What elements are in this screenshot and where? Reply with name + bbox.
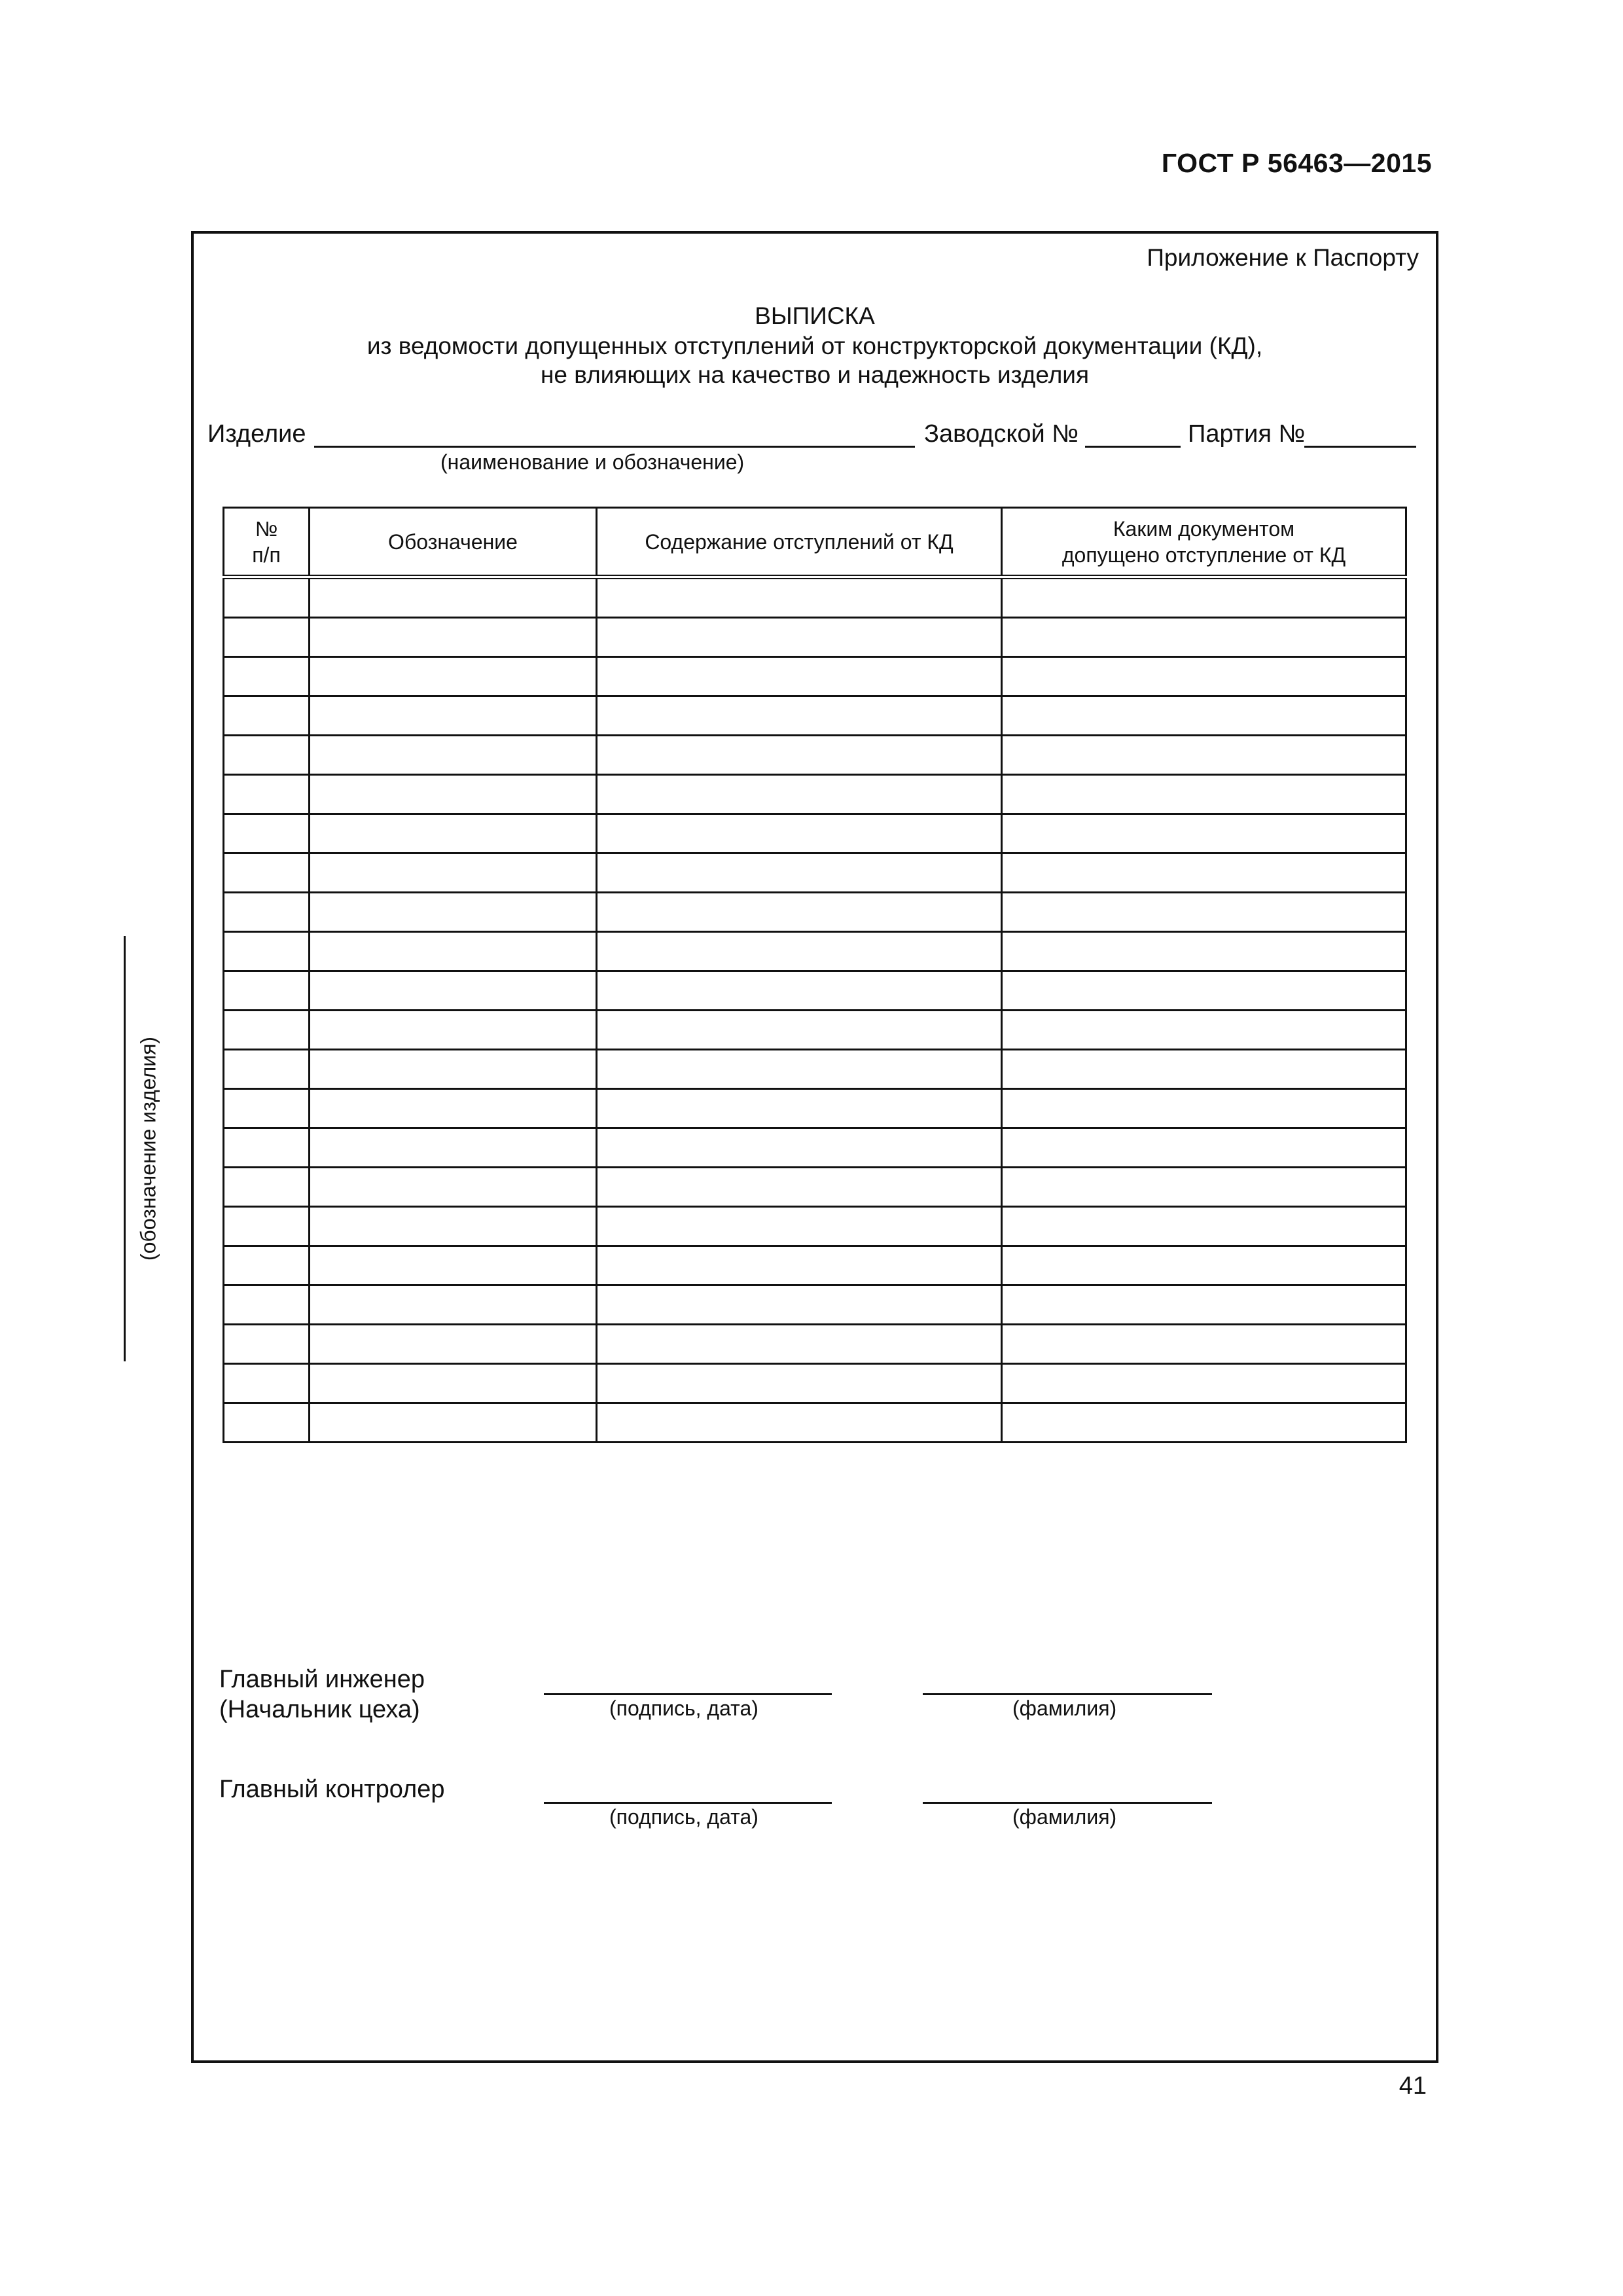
cell-number[interactable] [224,775,310,814]
cell-number[interactable] [224,657,310,696]
table-header-row [224,508,1406,577]
cell-designation[interactable] [310,971,597,1011]
cell-designation[interactable] [310,1364,597,1403]
table-row [224,1207,1406,1246]
cell-number[interactable] [224,971,310,1011]
table-row [224,1168,1406,1207]
column-header-number-line1: № [255,516,278,541]
batch-label: Партия № [1188,420,1306,448]
table-row [224,1246,1406,1285]
table-row [224,893,1406,932]
cell-designation[interactable] [310,853,597,893]
cell-content[interactable] [597,577,1002,618]
cell-number[interactable] [224,1285,310,1325]
table-body [224,577,1406,1443]
form-title: ВЫПИСКА [755,302,875,329]
cell-content[interactable] [597,1089,1002,1128]
serial-field-line[interactable] [1085,446,1181,448]
cell-document[interactable] [1002,1089,1406,1128]
table-row [224,577,1406,618]
product-label: Изделие [207,420,306,448]
product-field-line[interactable] [314,446,915,448]
cell-content[interactable] [597,618,1002,657]
cell-content[interactable] [597,1285,1002,1325]
cell-number[interactable] [224,1168,310,1207]
cell-content[interactable] [597,657,1002,696]
table-row [224,853,1406,893]
cell-number[interactable] [224,1207,310,1246]
cell-number[interactable] [224,1364,310,1403]
cell-designation[interactable] [310,1246,597,1285]
cell-number[interactable] [224,932,310,971]
side-field-line[interactable] [124,936,126,1361]
table-row [224,1011,1406,1050]
cell-designation[interactable] [310,1207,597,1246]
cell-designation[interactable] [310,696,597,736]
table-row [224,1325,1406,1364]
cell-document[interactable] [1002,1050,1406,1089]
cell-designation[interactable] [310,775,597,814]
cell-content[interactable] [597,1364,1002,1403]
chief-controller-surname-caption: (фамилия) [1012,1805,1117,1829]
cell-designation[interactable] [310,1089,597,1128]
cell-designation[interactable] [310,1128,597,1168]
cell-designation[interactable] [310,1168,597,1207]
cell-content[interactable] [597,1128,1002,1168]
cell-document[interactable] [1002,1285,1406,1325]
cell-designation[interactable] [310,1285,597,1325]
table-row [224,775,1406,814]
chief-controller-signature-line[interactable] [544,1802,832,1804]
form-subtitle-line2: не влияющих на качество и надежность изделия [540,361,1089,388]
cell-document[interactable] [1002,577,1406,618]
cell-content[interactable] [597,971,1002,1011]
cell-content[interactable] [597,1168,1002,1207]
chief-engineer-signature-caption: (подпись, дата) [609,1696,758,1720]
cell-document[interactable] [1002,657,1406,696]
cell-number[interactable] [224,1128,310,1168]
cell-document[interactable] [1002,736,1406,775]
cell-number[interactable] [224,577,310,618]
cell-content[interactable] [597,1246,1002,1285]
cell-number[interactable] [224,1050,310,1089]
column-header-document [1002,508,1406,577]
product-caption: (наименование и обозначение) [440,450,745,474]
table-row [224,696,1406,736]
cell-designation[interactable] [310,893,597,932]
cell-content[interactable] [597,893,1002,932]
cell-designation[interactable] [310,1325,597,1364]
table-row [224,618,1406,657]
cell-designation[interactable] [310,932,597,971]
cell-document[interactable] [1002,1364,1406,1403]
cell-document[interactable] [1002,696,1406,736]
cell-document[interactable] [1002,1325,1406,1364]
cell-designation[interactable] [310,577,597,618]
cell-content[interactable] [597,1011,1002,1050]
column-header-content: Содержание отступлений от КД [597,508,1002,577]
cell-number[interactable] [224,814,310,853]
cell-number[interactable] [224,1011,310,1050]
chief-controller-surname-line[interactable] [923,1802,1212,1804]
cell-content[interactable] [597,853,1002,893]
cell-designation[interactable] [310,1403,597,1443]
cell-number[interactable] [224,1325,310,1364]
cell-document[interactable] [1002,932,1406,971]
cell-number[interactable] [224,893,310,932]
cell-document[interactable] [1002,893,1406,932]
table-row [224,657,1406,696]
cell-number[interactable] [224,1089,310,1128]
appendix-note: Приложение к Паспорту [1147,244,1419,271]
cell-designation[interactable] [310,1050,597,1089]
cell-content[interactable] [597,814,1002,853]
cell-designation[interactable] [310,736,597,775]
chief-engineer-surname-line[interactable] [923,1693,1212,1695]
cell-document[interactable] [1002,1403,1406,1443]
chief-engineer-signature-line[interactable] [544,1693,832,1695]
table-row [224,1364,1406,1403]
cell-document[interactable] [1002,971,1406,1011]
cell-document[interactable] [1002,1168,1406,1207]
cell-document[interactable] [1002,618,1406,657]
standard-number: ГОСТ Р 56463—2015 [1161,148,1432,178]
serial-label: Заводской № [924,420,1079,448]
chief-controller-label: Главный контролер [219,1776,445,1803]
cell-document[interactable] [1002,853,1406,893]
table-row [224,932,1406,971]
column-header-designation: Обозначение [310,508,597,577]
column-header-number [224,508,310,577]
table-row [224,971,1406,1011]
cell-document[interactable] [1002,1011,1406,1050]
chief-engineer-title: Главный инженер [219,1666,425,1693]
cell-document[interactable] [1002,1128,1406,1168]
column-header-document-line2: допущено отступление от КД [1061,543,1346,567]
chief-engineer-surname-caption: (фамилия) [1012,1696,1117,1720]
column-header-number-line2: п/п [252,543,281,567]
cell-number[interactable] [224,1246,310,1285]
cell-content[interactable] [597,1403,1002,1443]
cell-document[interactable] [1002,1207,1406,1246]
cell-document[interactable] [1002,775,1406,814]
cell-document[interactable] [1002,814,1406,853]
cell-content[interactable] [597,696,1002,736]
cell-designation[interactable] [310,657,597,696]
table-row [224,1285,1406,1325]
page-number: 41 [1399,2072,1427,2100]
cell-content[interactable] [597,1207,1002,1246]
cell-number[interactable] [224,736,310,775]
table-row [224,1403,1406,1443]
table-row [224,1089,1406,1128]
cell-number[interactable] [224,1403,310,1443]
table-row [224,736,1406,775]
chief-controller-signature-caption: (подпись, дата) [609,1805,758,1829]
cell-document[interactable] [1002,1246,1406,1285]
shop-head-title: (Начальник цеха) [219,1696,420,1723]
cell-designation[interactable] [310,1011,597,1050]
deviations-table [223,507,1407,1443]
form-subtitle-line1: из ведомости допущенных отступлений от конструкторской документации (КД), [366,332,1263,359]
cell-number[interactable] [224,618,310,657]
side-product-caption: (обозначение изделия) [136,1036,160,1261]
cell-content[interactable] [597,736,1002,775]
cell-content[interactable] [597,1050,1002,1089]
chief-engineer-label [219,1664,425,1725]
cell-designation[interactable] [310,618,597,657]
cell-content[interactable] [597,932,1002,971]
cell-content[interactable] [597,775,1002,814]
cell-designation[interactable] [310,814,597,853]
batch-field-line[interactable] [1304,446,1416,448]
column-header-document-line1: Каким документом [1113,516,1295,541]
cell-content[interactable] [597,1325,1002,1364]
table-row [224,814,1406,853]
cell-number[interactable] [224,696,310,736]
cell-number[interactable] [224,853,310,893]
table-row [224,1050,1406,1089]
table-row [224,1128,1406,1168]
